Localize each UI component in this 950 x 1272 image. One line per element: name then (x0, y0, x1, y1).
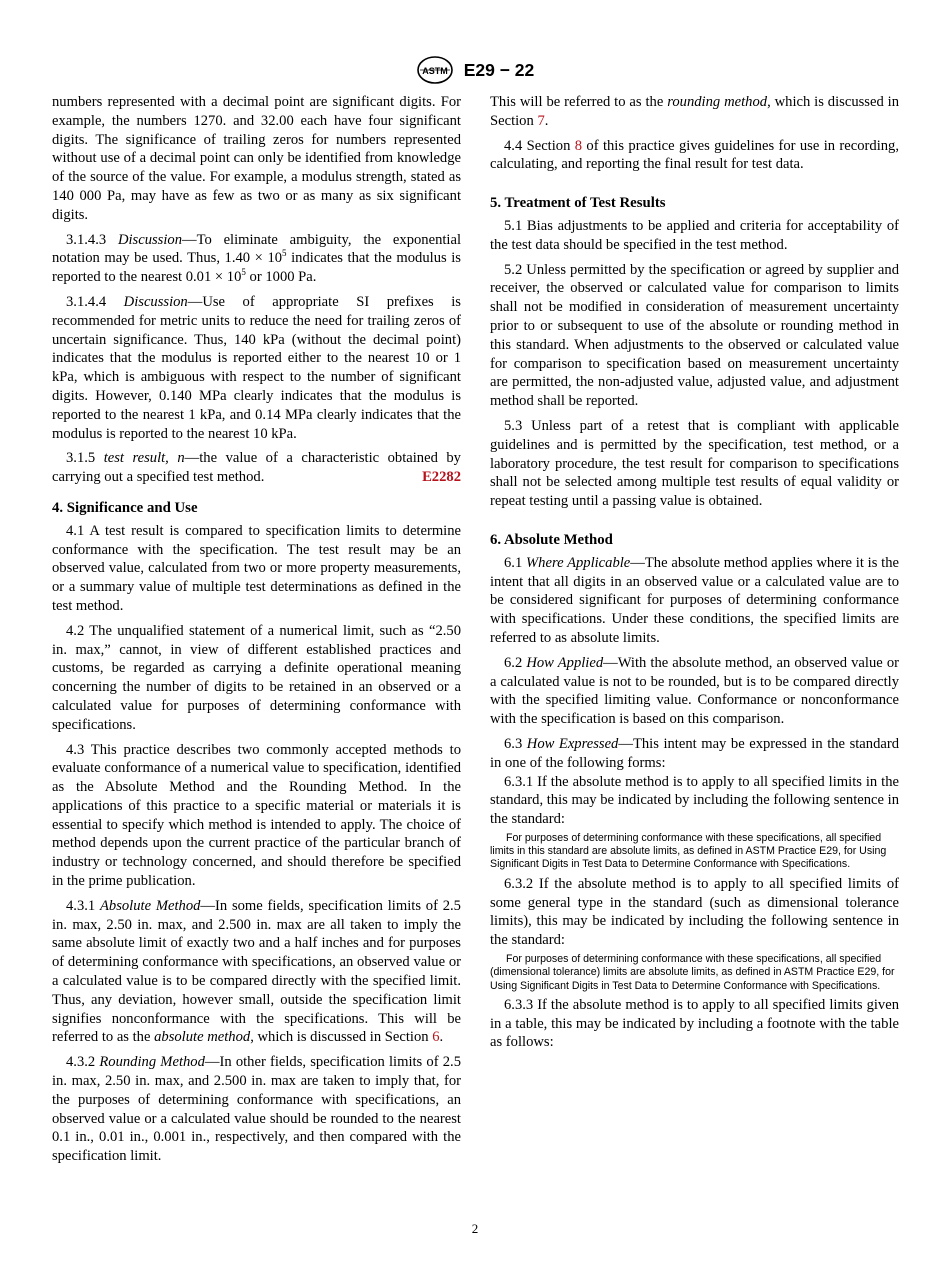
paragraph-5-1: 5.1 Bias adjustments to be applied and criteria for acceptability of the test data should be specified in the test method. (490, 217, 899, 253)
paragraph-3-1-5: 3.1.5 test result, n—the value of a characteristic obtained by carrying out a specified test method. E2282 (52, 450, 461, 486)
paragraph-6-1: 6.1 Where Applicable—The absolute method applies where it is the intent that all digits in an observed value or a calculated value are to be considered significant for purposes of determining conformance with specifications. Under these conditions, the specified limits are referred to as absolute limits. (490, 554, 900, 646)
paragraph-4-2: 4.2 The unqualified statement of a numerical limit, such as “2.50 in. max,” cannot, in view of different established practices and customs, be regarded as carrying a definite operational meaning concerning the number of digits to be retained in an observed or a calculated value for purposes of determining conformance with specifications. (52, 622, 461, 733)
paragraph-6-3: 6.3 How Expressed—This intent may be expressed in the standard in one of the following forms: (490, 735, 900, 771)
paragraph-6-3-1: 6.3.1 If the absolute method is to apply to all specified limits in the standard, this may be indicated by including the following sentence in the standard: (490, 773, 899, 828)
paragraph-5-2: 5.2 Unless permitted by the specification or agreed by supplier and receiver, the observed or calculated value for comparison to limits shall not be modified in consideration of measurement uncertainty prior to or subsequent to use of the absolute or rounding method in this standard. When adjustments to the observed or calculated value for comparison to specification based on measurement uncertainty are permitted, the non-adjusted value, adjusted value, and adjustment method shall be reported. (490, 261, 899, 410)
paragraph-4-3: 4.3 This practice describes two commonly accepted methods to evaluate conformance of a numerical value to specification, identified as the Absolute Method and the Rounding Method. In the applications of this practice to a specific material or materials it is essential to specify which method is intended to apply. The choice of method depends upon the current practice of the particular branch of industry or technology concerned, and should therefore be specified in the prime publication. (52, 741, 461, 890)
paragraph-4-3-1: 4.3.1 Absolute Method—In some fields, specification limits of 2.5 in. max, 2.50 in. max, and 2.500 in. max are all taken to imply the same absolute limit of exactly two and a half inches and for purposes of determining conformance with specifications, an observed value or a calculated value is to be compared directly with the specified limit. Thus, any deviation, however small, outside the specification limit signifies nonconformance with the specifications. This will be referred to as the absolute method, which is discussed in Section 6. (52, 897, 461, 1046)
svg-text:ASTM: ASTM (421, 66, 448, 76)
right-column (490, 93, 899, 1052)
paragraph-4-1: 4.1 A test result is compared to specification limits to determine conformance with the specification. The test result may be an observed value, calculated from two or more property measurements, or a summary value of multiple test determinations as defined in the test method. (52, 522, 461, 614)
paragraph-significant-digits-cont: numbers represented with a decimal point are significant digits. For example, the numbers 1270. and 32.00 each have four significant digits. The significance of trailing zeros for numbers represented without use of a decimal point can only be identified from knowledge of the source of the value. For example, a modulus strength, stated as 140 000 Pa, may have as few as two or as many as six significant digits. (52, 94, 461, 223)
astm-logo-icon (416, 55, 454, 85)
section-4-heading: 4. Significance and Use (52, 499, 198, 516)
section-7-link[interactable]: 7 (537, 112, 545, 129)
page-number: 2 (471, 1221, 479, 1236)
paragraph-6-3-2: 6.3.2 If the absolute method is to apply to all specified limits of some general type in the standard (such as dimensional tolerance limits), this may be indicated by including the following sentence in the standard: (490, 875, 899, 949)
document-designation: E29 − 22 (463, 59, 535, 80)
paragraph-6-3-3: 6.3.3 If the absolute method is to apply to all specified limits given in a table, this may be indicated by including a footnote with the table as follows: (490, 996, 899, 1051)
paragraph-4-4: 4.4 Section 8 of this practice gives guidelines for use in recording, calculating, and reporting the final result for test data. (490, 137, 899, 173)
reference-link-e2282[interactable]: E2282 (422, 469, 461, 486)
paragraph-3-1-4-4: 3.1.4.4 Discussion—Use of appropriate SI prefixes is recommended for metric units to reduce the need for trailing zeros of uncertain significance. Thus, 140 kPa (without the decimal point) indicates that the modulus is reported either to the nearest 10 or 1 kPa, which is ambiguous with respect to the number of significant digits. However, 0.140 MPa clearly indicates that the modulus is reported to the nearest 1 kPa, and 0.14 MPa clearly indicates that the modulus is reported to the nearest 10 kPa. (52, 293, 461, 442)
paragraph-5-3: 5.3 Unless part of a retest that is compliant with applicable guidelines and is permitted by the specification, test method, or a laboratory procedure, the test result for comparison to specifications shall not be selected among multiple test results of equal validity or repeat testing until a passing value is obtained. (490, 417, 899, 510)
section-5-heading: 5. Treatment of Test Results (490, 195, 666, 212)
section-8-link[interactable]: 8 (574, 137, 583, 154)
page-header (0, 55, 950, 83)
paragraph-4-3-2-cont: This will be referred to as the rounding method, which is discussed in Section 7. (490, 94, 899, 129)
paragraph-6-2: 6.2 How Applied—With the absolute method, an observed value or a calculated value is not to be rounded, but is to be compared directly with the specified limiting value. Conformance or nonconformance with the specification is based on this comparison. (490, 654, 899, 728)
paragraph-3-1-4-3: 3.1.4.3 Discussion—To eliminate ambiguity, the exponential notation may be used. Thus, $1.40 \times 10^5$ indicates that the modulus is reported to the nearest $0.01 \times 10^5$ or 1000 Pa. (52, 231, 462, 286)
left-column (52, 93, 461, 1166)
section-6-link[interactable]: 6 (432, 1029, 440, 1046)
paragraph-4-3-2: 4.3.2 Rounding Method—In other fields, specification limits of 2.5 in. max, 2.50 in. max, and 2.500 in. max are taken to imply that, for the purposes of determining conformance with specifications, an observed value or a calculated value should be rounded to the nearest 0.1 in., 0.01 in., 0.001 in., respectively, and then compared with the specification limit. (52, 1054, 461, 1165)
quoted-sentence-2: For purposes of determining conformance with these specifications, all specified (dimensional tolerance) limits are absolute limits, as defined in ASTM Practice E29, for Using Significant Digits in Test Data to Determine Conformance with Specifications. (490, 952, 895, 992)
quoted-sentence-1: For purposes of determining conformance with these specifications, all specified limits in this standard are absolute limits, as defined in ASTM Practice E29, for Using Significant Digits in Test Data to Determine Conformance with Specifications. (490, 831, 887, 871)
section-6-heading: 6. Absolute Method (490, 531, 613, 548)
